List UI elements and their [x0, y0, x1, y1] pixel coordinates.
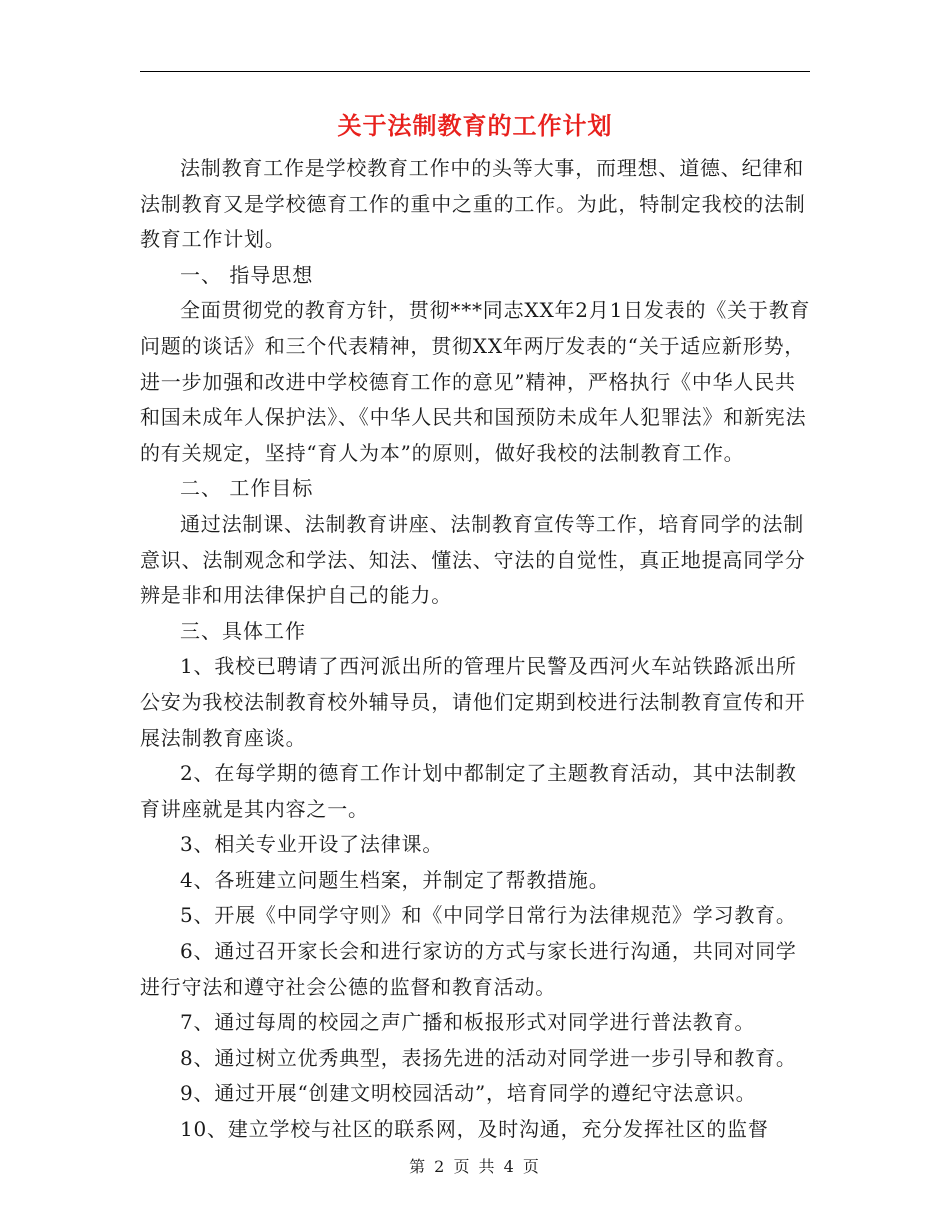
work-item-9: 9、通过开展“创建文明校园活动”，培育同学的遵纪守法意识。: [180, 1081, 757, 1106]
intro-paragraph: 法制教育工作是学校教育工作中的头等大事，而理想、道德、纪律和法制教育又是学校德育工作的重中之重的工作。为此，特制定我校的法制教育工作计划。: [140, 156, 806, 252]
section-heading-specific-work: 三、具体工作: [180, 618, 306, 643]
work-item-7: 7、通过每周的校园之声广播和板报形式对同学进行普法教育。: [180, 1010, 756, 1035]
header-rule: [140, 71, 810, 72]
page-number-footer: 第 2 页 共 4 页: [409, 1157, 541, 1176]
section-heading-work-goals: 二、 工作目标: [180, 476, 314, 501]
work-goals-paragraph: 通过法制课、法制教育讲座、法制教育宣传等工作，培育同学的法制意识、法制观念和学法、知法、懂法、守法的自觉性，真正地提高同学分辨是非和用法律保护自己的能力。: [140, 511, 806, 608]
document-title: 关于法制教育的工作计划: [337, 111, 613, 140]
work-item-4: 4、各班建立问题生档案，并制定了帮教措施。: [180, 867, 610, 892]
work-item-3: 3、相关专业开设了法律课。: [180, 832, 444, 857]
section-heading-guiding-thought: 一、 指导思想: [180, 262, 314, 287]
work-item-6: 6、通过召开家长会和进行家访的方式与家长进行沟通，共同对同学进行守法和遵守社会公德的监督和教育活动。: [140, 939, 797, 999]
work-item-8: 8、通过树立优秀典型，表扬先进的活动对同学进一步引导和教育。: [180, 1045, 797, 1070]
document-body: [140, 151, 812, 1148]
work-item-10: 10、建立学校与社区的联系网，及时沟通，充分发挥社区的监督: [180, 1117, 769, 1142]
guiding-thought-paragraph: 全面贯彻党的教育方针，贯彻***同志XX年2月1日发表的《关于教育问题的谈话》和三个代表精神，贯彻XX年两厅发表的“关于适应新形势，进一步加强和改进中学校德育工作的意见”精神，严格执行《中华人民共和国未成年人保护法》、《中华人民共和国预防未成年人犯罪法》和新宪法的有关规定，坚持“育人为本”的原则，做好我校的法制教育工作。: [140, 298, 811, 465]
work-item-5: 5、开展《中同学守则》和《中同学日常行为法律规范》学习教育。: [180, 903, 797, 928]
work-item-1: 1、我校已聘请了西河派出所的管理片民警及西河火车站铁路派出所公安为我校法制教育校外辅导员，请他们定期到校进行法制教育宣传和开展法制教育座谈。: [140, 654, 806, 750]
work-item-2: 2、在每学期的德育工作计划中都制定了主题教育活动，其中法制教育讲座就是其内容之一。: [140, 761, 797, 821]
